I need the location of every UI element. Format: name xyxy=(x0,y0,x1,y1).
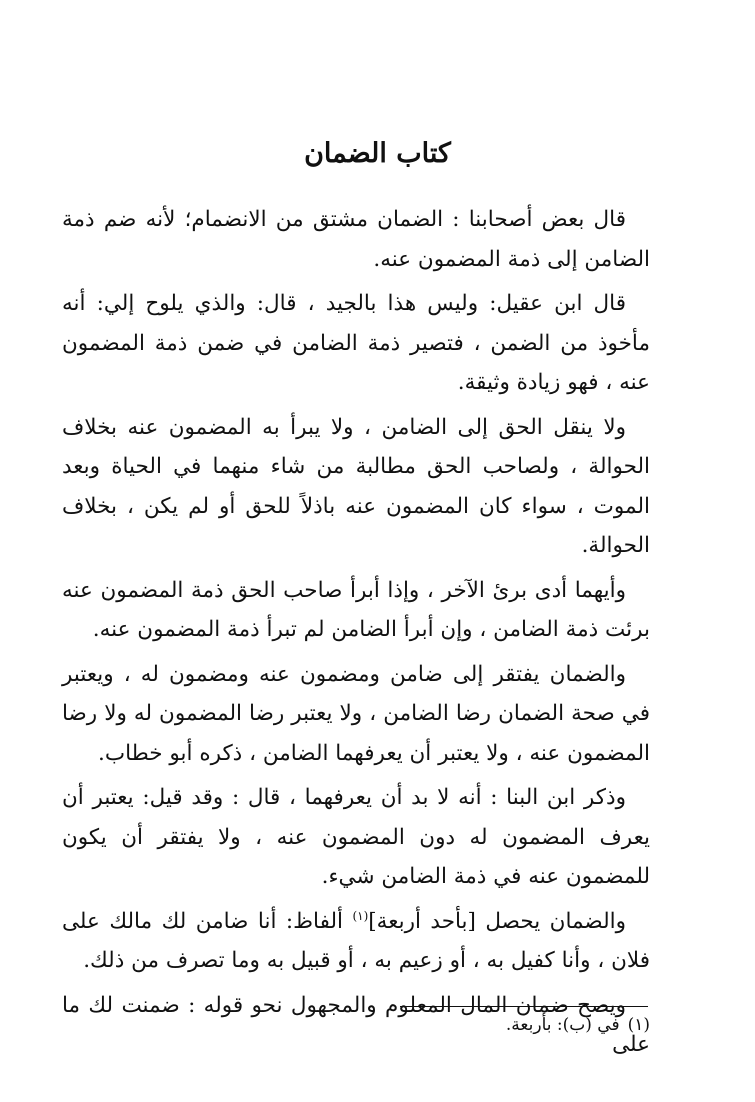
footnote-reference: (١) xyxy=(352,908,369,923)
paragraph-four-words xyxy=(62,902,650,981)
footnote-text: في (ب): بأربعة. xyxy=(505,1015,620,1035)
body-text xyxy=(62,200,650,1070)
paragraph-four-words-end: ألفاظ: أنا ضامن لك مالك على فلان ، وأنا كفيل به ، أو زعيم به ، أو قبيل به وما تصرف من ذلك. xyxy=(62,908,650,973)
paragraph-ibn-aqil: قال ابن عقيل: وليس هذا بالجيد ، قال: والذي يلوح إلي: أنه مأخوذ من الضمن ، فتصير ذمة الضامن في ضمن ذمة المضمون عنه ، فهو زيادة وثيقة. xyxy=(62,291,650,395)
paragraph-transfer: ولا ينقل الحق إلى الضامن ، ولا يبرأ به المضمون عنه بخلاف الحوالة ، ولصاحب الحق مطالبة من شاء منهما في الحياة وبعد الموت ، سواء كان المضمون عنه باذلاً للحق أو لم يكن ، بخلاف الحوالة. xyxy=(62,414,650,558)
paragraph-conditions: والضمان يفتقر إلى ضامن ومضمون عنه ومضمون له ، ويعتبر في صحة الضمان رضا الضامن ، ولا يعتبر رضا المضمون له ولا رضا المضمون عنه ، ولا يعتبر أن يعرفهما الضامن ، ذكره أبو خطاب. xyxy=(62,661,650,766)
footnote-number: (١) xyxy=(627,1015,650,1035)
page-title: كتاب الضمان xyxy=(304,138,451,169)
footnote xyxy=(62,1012,650,1038)
paragraph-definition: قال بعض أصحابنا : الضمان مشتق من الانضمام؛ لأنه ضم ذمة الضامن إلى ذمة المضمون عنه. xyxy=(62,207,650,272)
paragraph-four-words-start: والضمان يحصل [بأحد أربعة] xyxy=(368,908,626,934)
paragraph-release: وأيهما أدى برئ الآخر ، وإذا أبرأ صاحب الحق ذمة المضمون عنه برئت ذمة الضامن ، وإن أبرأ الضامن لم تبرأ ذمة المضمون عنه. xyxy=(62,577,650,642)
paragraph-ibn-albanna: وذكر ابن البنا : أنه لا بد أن يعرفهما ، قال : وقد قيل: يعتبر أن يعرف المضمون له دون المضمون عنه ، ولا يفتقر أن يكون للمضمون عنه في ذمة الضامن شيء. xyxy=(62,785,650,889)
paragraph-known-unknown: ويصح ضمان المال المعلوم والمجهول نحو قوله : ضمنت لك ما على xyxy=(62,992,650,1057)
footnote-divider xyxy=(400,1006,648,1007)
